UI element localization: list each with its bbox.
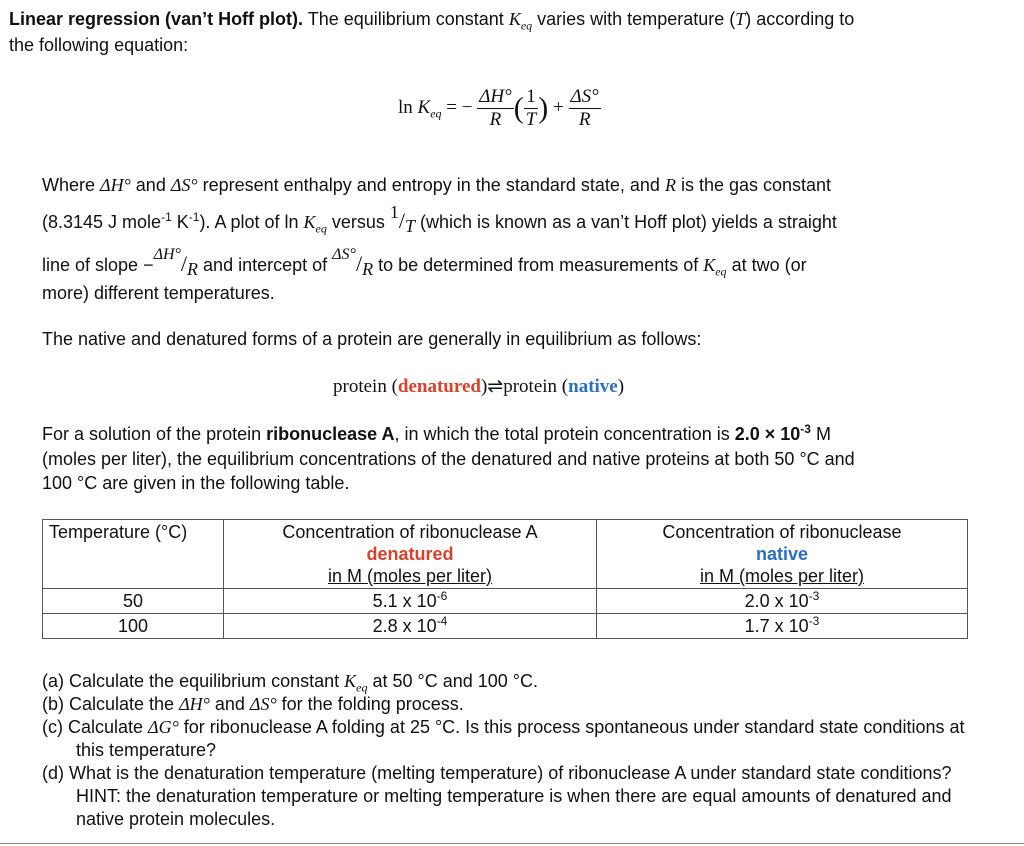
table-header-row bbox=[43, 520, 968, 589]
question-list bbox=[42, 670, 982, 831]
solution-line-3: 100 °C are given in the following table. bbox=[42, 473, 350, 493]
question-c: (c) Calculate ΔG° for ribonuclease A folding at 25 °C. Is this process spontaneous under standard state conditions at this temperature? bbox=[42, 717, 965, 760]
question-d: (d) What is the denaturation temperature (melting temperature) of ribonuclease A under standard state conditions? HINT: the denaturation temperature or melting temperature is when there are equal amounts of denatured and native protein molecules. bbox=[42, 763, 952, 829]
header-temperature: Temperature (°C) bbox=[43, 520, 224, 589]
bottom-divider bbox=[0, 843, 1024, 844]
intro-line-1: Linear regression (van’t Hoff plot). The equilibrium constant $K_{eq}$ varies with temperature (T) according to bbox=[9, 9, 855, 33]
entropy-fraction: $\frac{\Delta S^\circ}{R}$ bbox=[570, 86, 599, 130]
enthalpy-fraction: $\frac{\Delta H^\circ}{R}$ bbox=[479, 86, 512, 130]
reaction-equation: protein (denatured)⇌protein (native) bbox=[333, 376, 625, 397]
header-denatured: Concentration of ribonuclease A denatured in M (moles per liter) bbox=[224, 520, 597, 589]
where-line-3: line of slope −ΔH°/R and intercept of ΔS°/R to be determined from measurements of $K_{eq}$ at two (or bbox=[42, 246, 807, 279]
concentration-table bbox=[42, 519, 968, 639]
table-row: 50 5.1 x $10^{-6}$ 2.0 x $10^{-3}$ bbox=[43, 589, 968, 614]
equilibrium-intro: The native and denatured forms of a protein are generally in equilibrium as follows: bbox=[42, 329, 702, 349]
solution-line-1: For a solution of the protein ribonuclease A, in which the total protein concentration is $2.0 \times 10^{-3}$ M bbox=[42, 422, 831, 444]
intro-heading: Linear regression (van’t Hoff plot). bbox=[9, 9, 304, 29]
where-line-1: Where ΔH° and ΔS° represent enthalpy and entropy in the standard state, and R is the gas constant bbox=[42, 175, 832, 195]
intro-line-2: the following equation: bbox=[9, 35, 189, 55]
header-native: Concentration of ribonuclease native in M (moles per liter) bbox=[597, 520, 968, 589]
where-line-2: (8.3145 J mole$^{-1}$ $K^{-1}$). A plot of $\ln K_{eq}$ versus 1/T (which is known as a van’t Hoff plot) yields a straight bbox=[42, 202, 837, 236]
inverse-t-fraction: $\frac{1}{T}$ bbox=[525, 86, 537, 130]
question-b: (b) Calculate the ΔH° and ΔS° for the folding process. bbox=[42, 694, 464, 714]
table-row: 100 2.8 x $10^{-4}$ 1.7 x $10^{-3}$ bbox=[43, 614, 968, 639]
where-line-4: more) different temperatures. bbox=[42, 283, 275, 303]
solution-line-2: (moles per liter), the equilibrium concentrations of the denatured and native proteins at both 50 °C and bbox=[42, 449, 855, 469]
vant-hoff-equation: $\ln K_{eq}$ = − $\frac{\Delta H^\circ}{R}$ ( $\frac{1}{T}$ ) + $\frac{\Delta S^\circ}{R}$ bbox=[398, 86, 599, 130]
question-a: (a) Calculate the equilibrium constant $K_{eq}$ at 50 °C and 100 °C. bbox=[42, 671, 538, 695]
